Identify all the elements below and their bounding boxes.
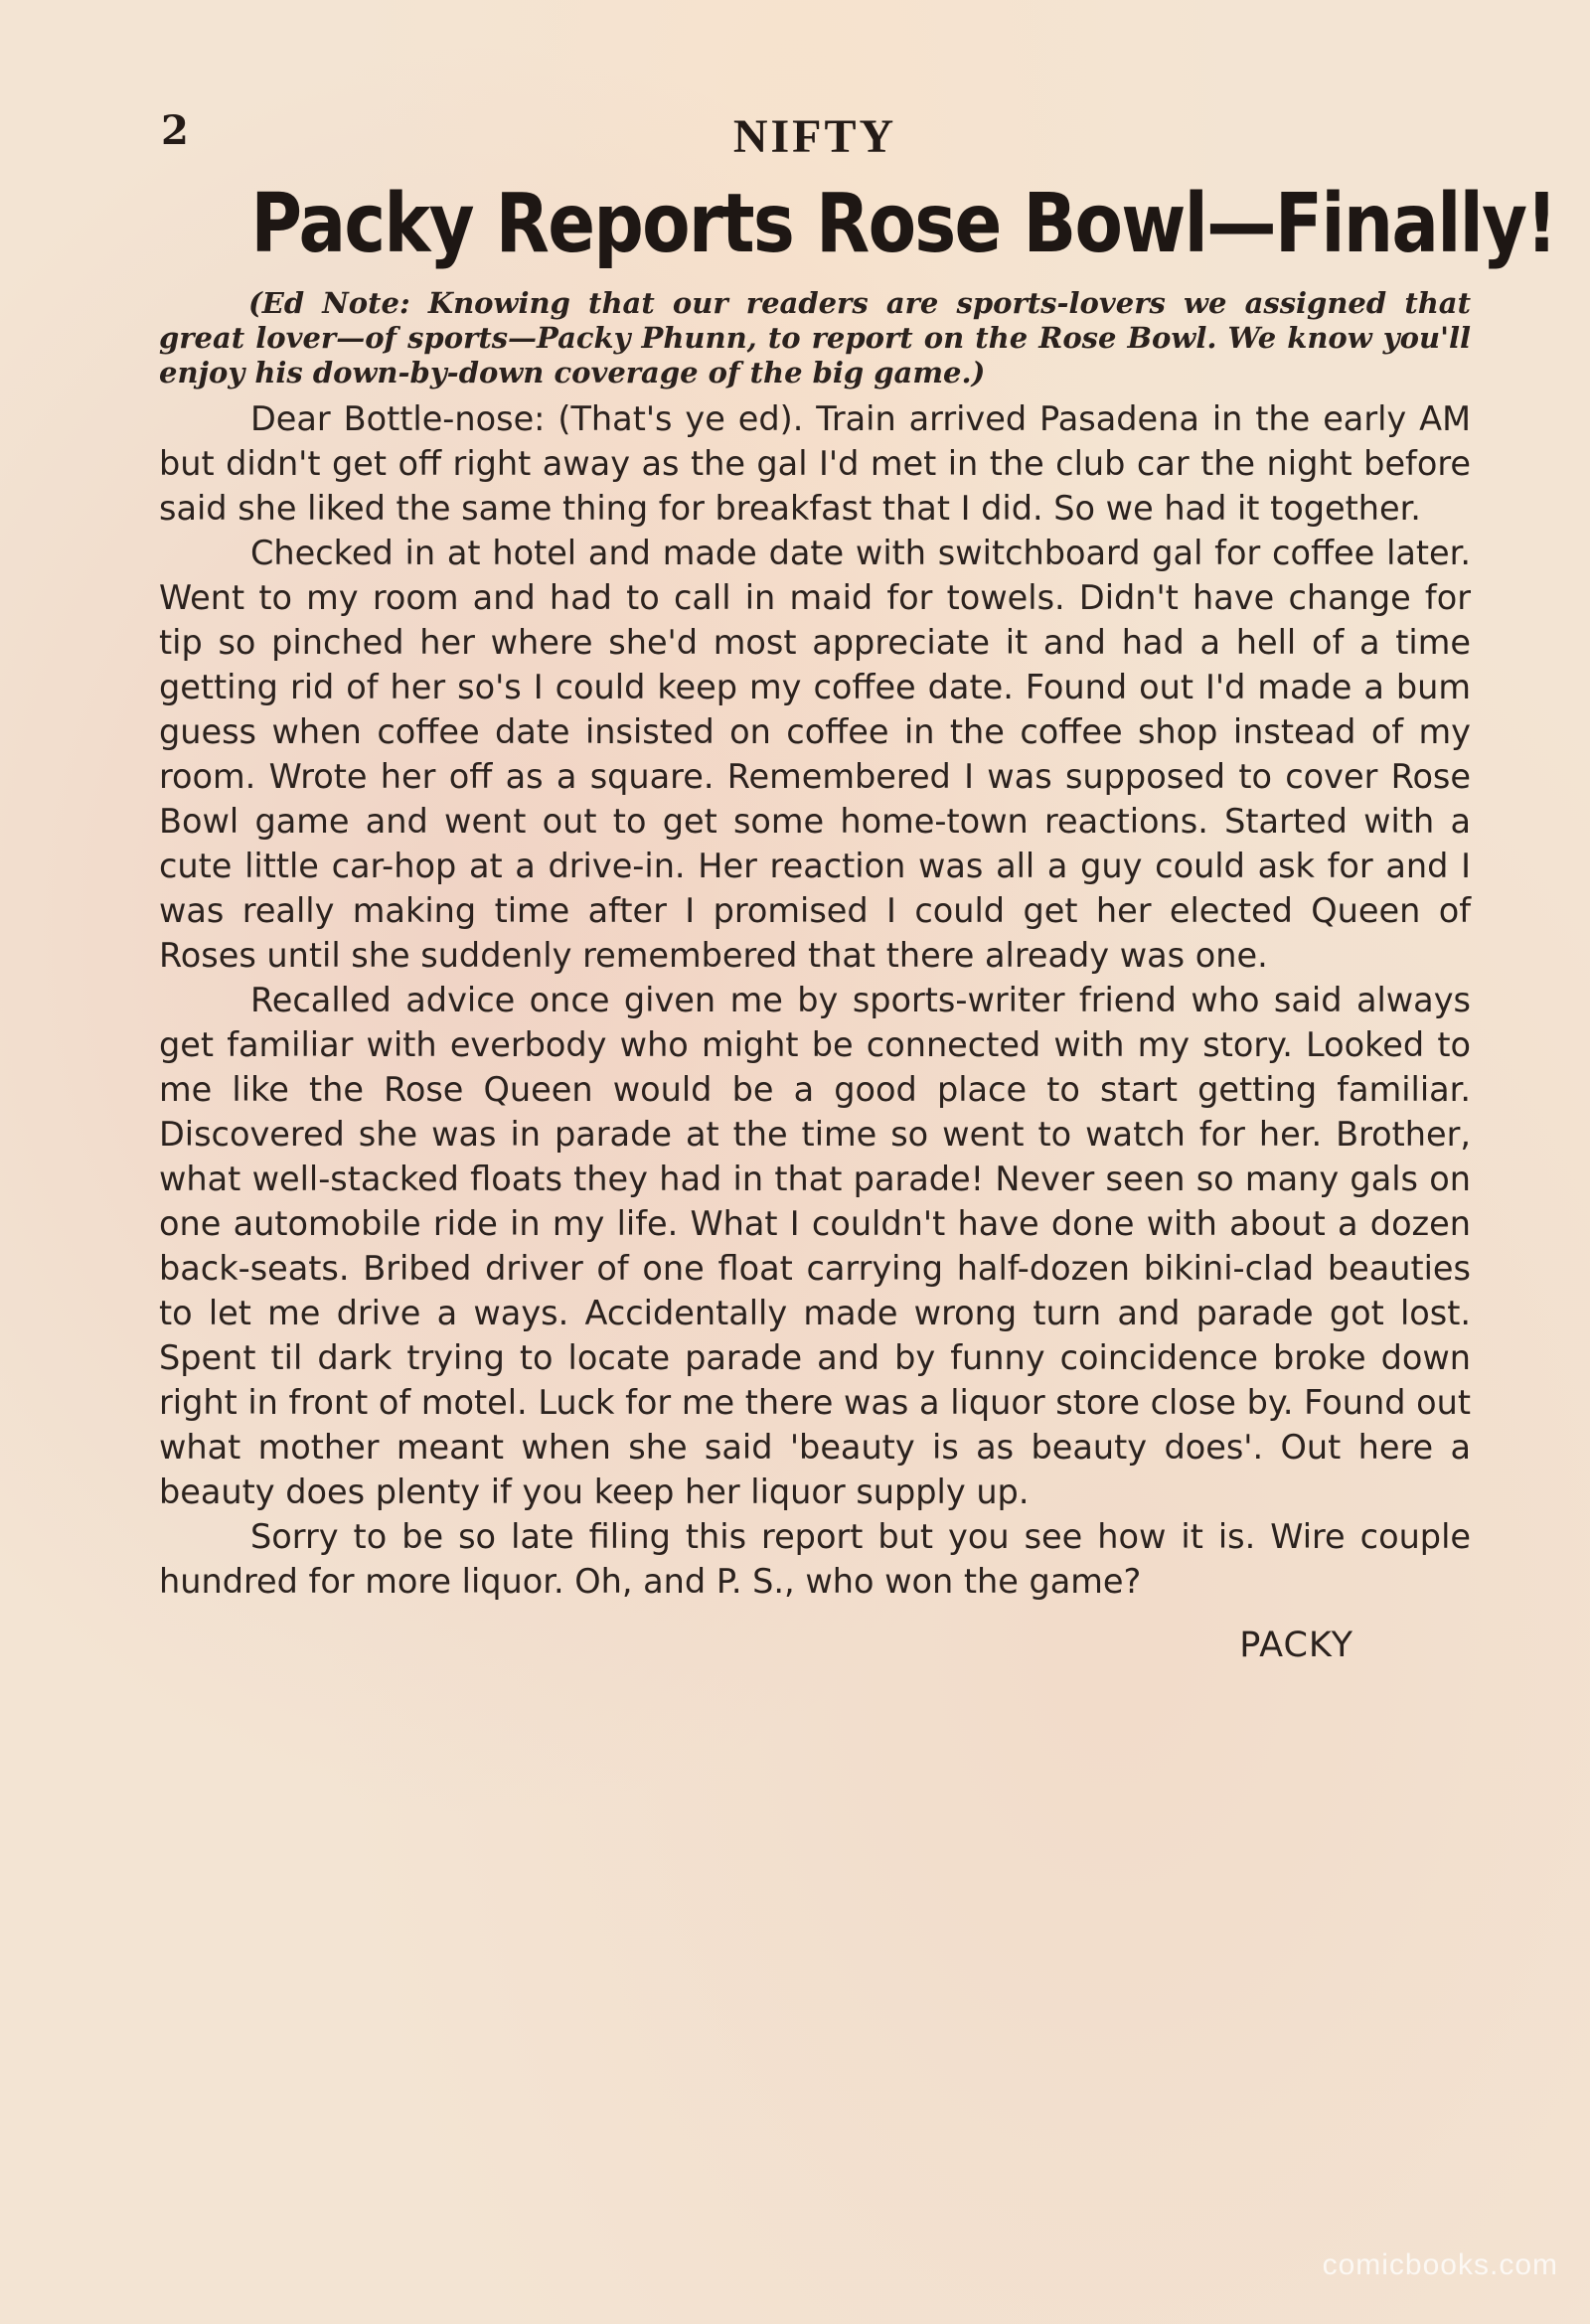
source-watermark: comicbooks.com xyxy=(1322,2248,1558,2281)
magazine-name: NIFTY xyxy=(732,110,897,163)
body-paragraph: Sorry to be so late filing this report but you see how it is. Wire couple hundred for more liquor. Oh, and P. S., who won the game? xyxy=(159,1517,1471,1601)
author-signature: PACKY xyxy=(1239,1626,1353,1665)
body-paragraph: Checked in at hotel and made date with switchboard gal for coffee later. Went to my room and had to call in maid for towels. Didn't have change for tip so pinched her where she'd most appreciate it and had a hell of a time getting rid of her so's I could keep my coffee date. Found out I'd made a bum guess when coffee date insisted on coffee in the coffee shop instead of my room. Wrote her off as a square. Remembered I was supposed to cover Rose Bowl game and went out to get some home-town reactions. Started with a cute little car-hop at a drive-in. Her reaction was all a guy could ask for and I was really making time after I promised I could get her elected Queen of Roses until she suddenly remembered that there already was one. xyxy=(159,534,1471,975)
page-number: 2 xyxy=(161,107,189,154)
magazine-page xyxy=(159,99,1556,2216)
page-header xyxy=(159,99,1471,169)
article-body xyxy=(159,396,1471,1604)
editor-note: (Ed Note: Knowing that our readers are sports-lovers we assigned that great lover—of sports—Packy Phunn, to report on the Rose Bowl. We know you'll enjoy his down-by-down coverage of the big game.) xyxy=(159,286,1471,389)
article-headline: Packy Reports Rose Bowl—Finally! xyxy=(250,177,1556,271)
body-paragraph: Recalled advice once given me by sports-writer friend who said always get familiar with everbody who might be connected with my story. Looked to me like the Rose Queen would be a good place to start getting familiar. Discovered she was in parade at the time so went to watch for her. Brother, what well-stacked floats they had in that parade! Never seen so many gals on one automobile ride in my life. What I couldn't have done with about a dozen back-seats. Bribed driver of one float carrying half-dozen bikini-clad beauties to let me drive a ways. Accidentally made wrong turn and parade got lost. Spent til dark trying to locate parade and by funny coincidence broke down right in front of motel. Luck for me there was a liquor store close by. Found out what mother meant when she said 'beauty is as beauty does'. Out here a beauty does plenty if you keep her liquor supply up. xyxy=(159,981,1471,1511)
body-paragraph: Dear Bottle-nose: (That's ye ed). Train arrived Pasadena in the early AM but didn't get off right away as the gal I'd met in the club car the night before said she liked the same thing for breakfast that I did. So we had it together. xyxy=(159,399,1471,528)
